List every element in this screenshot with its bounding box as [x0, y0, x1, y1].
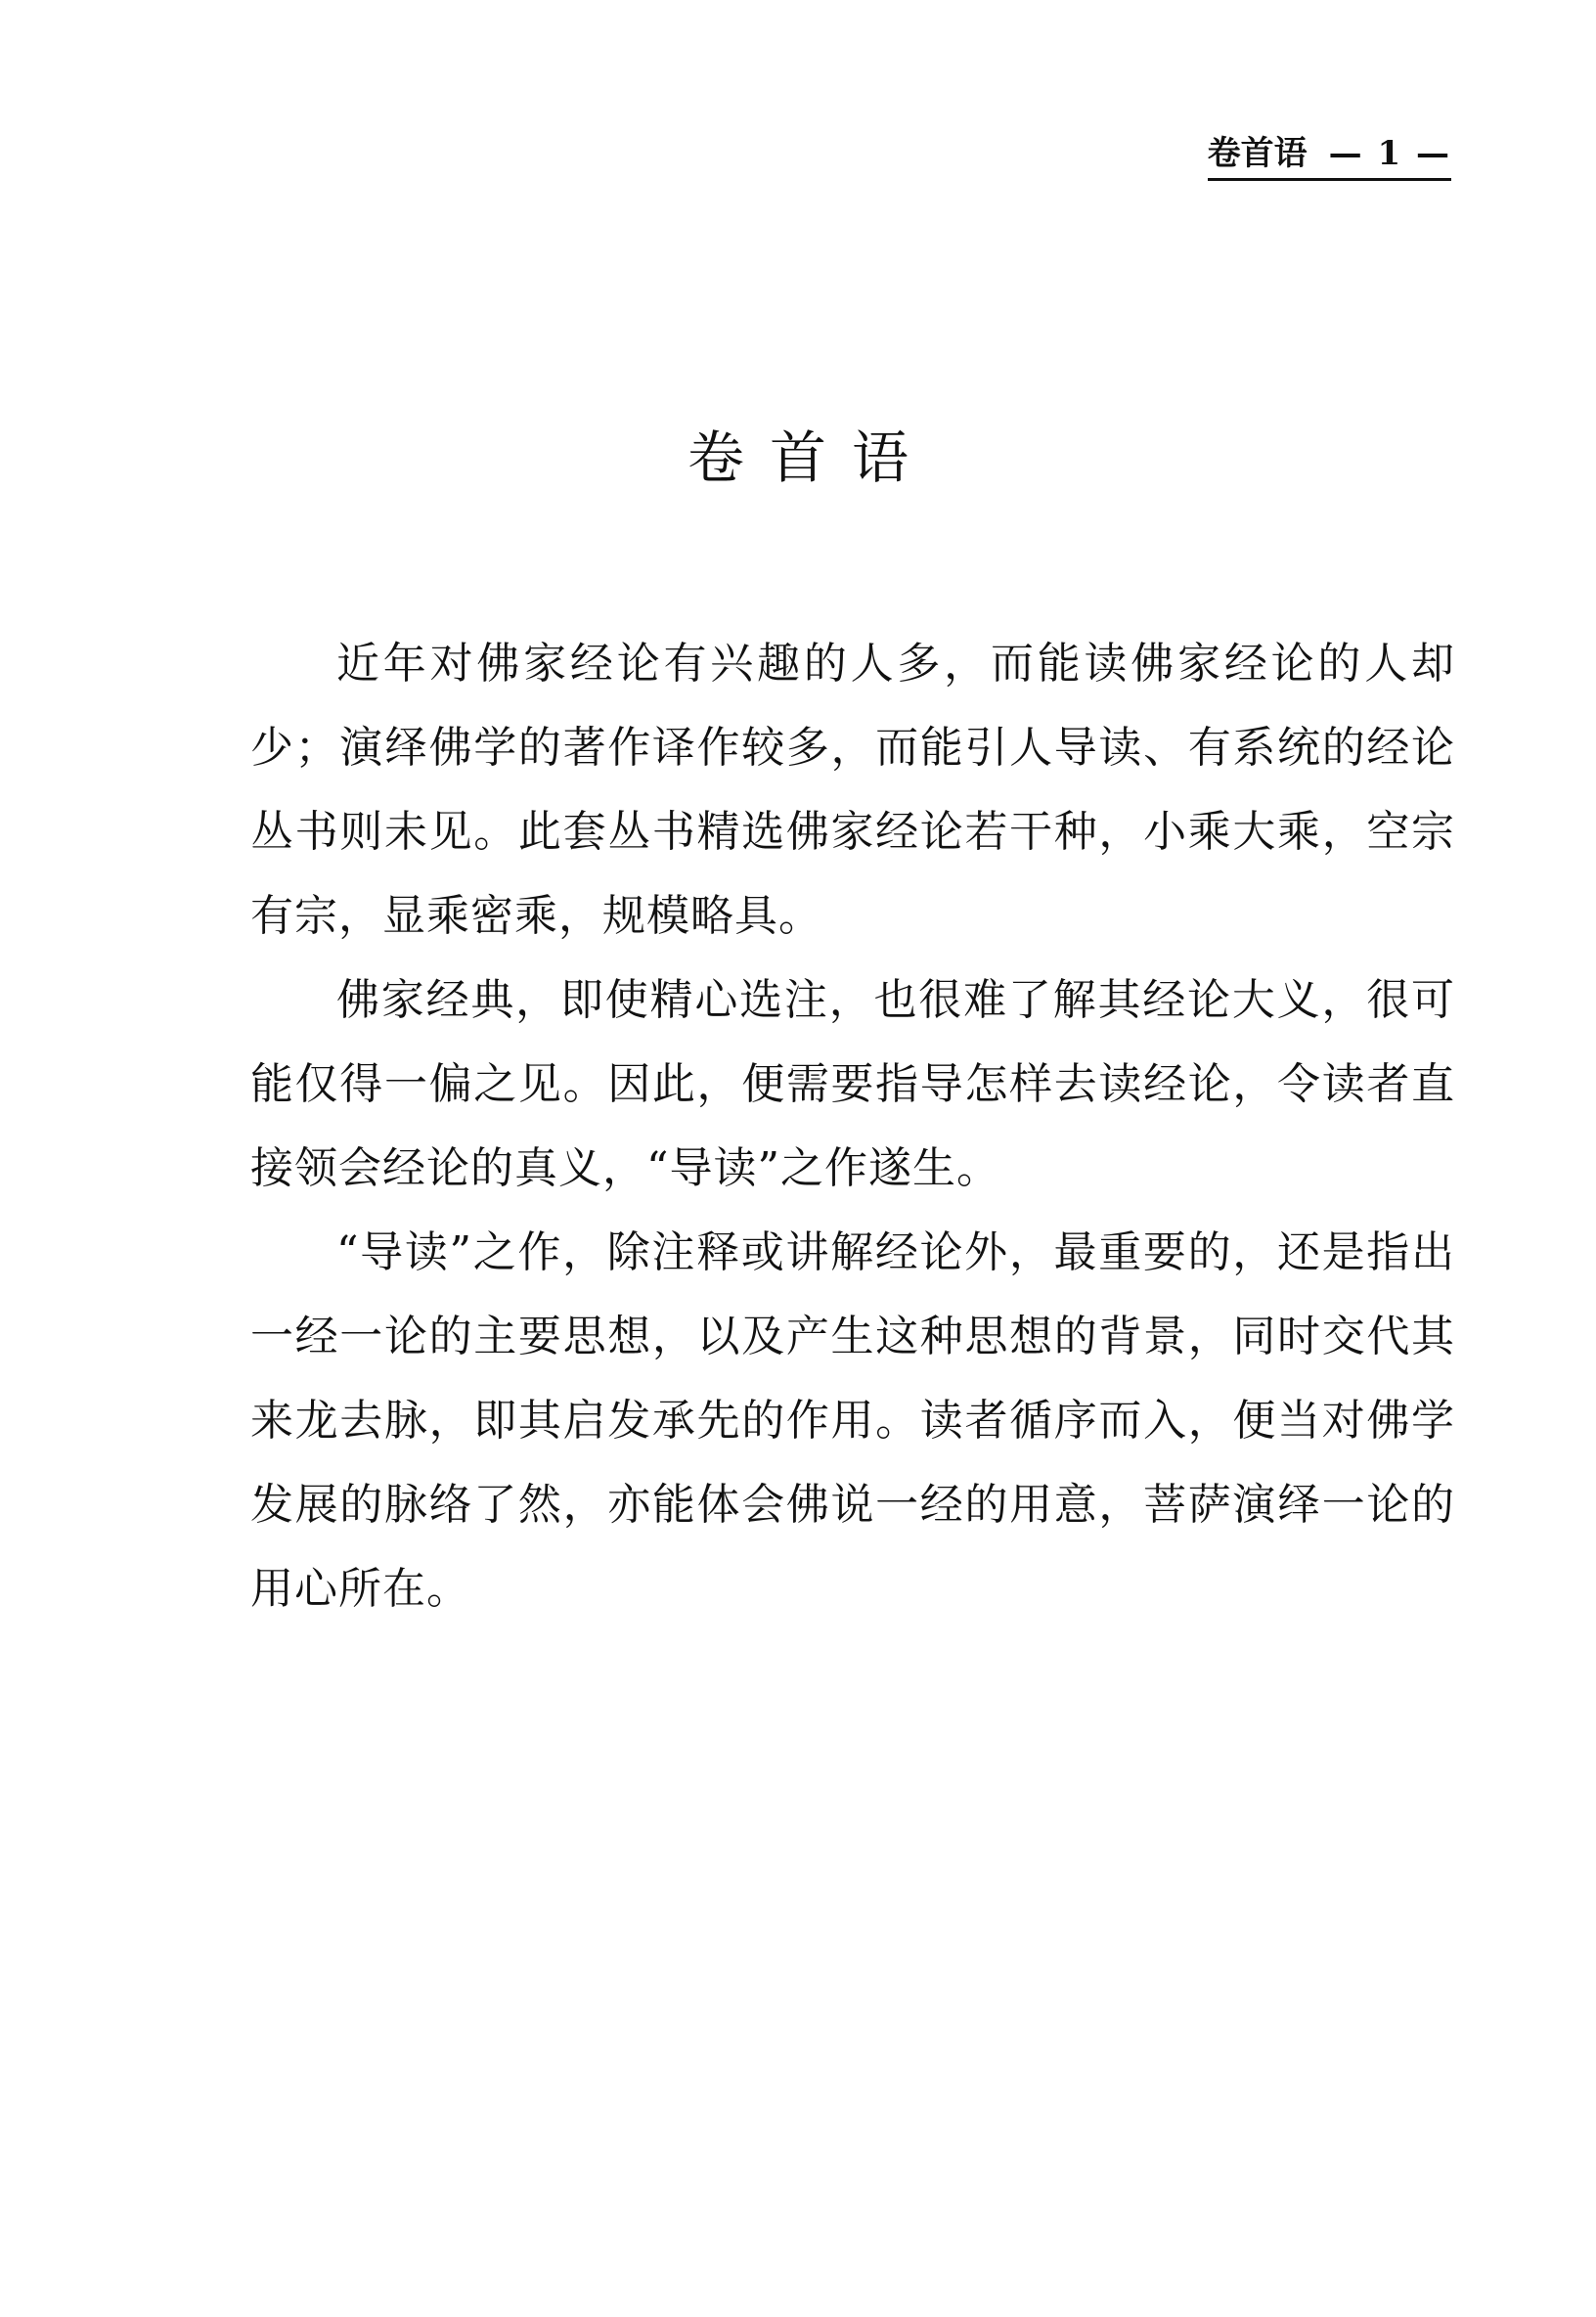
page-number: — 1 — [1328, 134, 1451, 173]
running-header-title: 卷首语 [1207, 134, 1308, 173]
running-header [1207, 134, 1451, 181]
body-text [250, 622, 1455, 1631]
chapter-title: 卷首语 [687, 423, 934, 491]
paragraph: 佛家经典，即使精心选注，也很难了解其经论大义，很可能仅得一偏之见。因此，便需要指导怎样去读经论，令读者直接领会经论的真义，“导读”之作遂生。 [250, 975, 1455, 1193]
paragraph: 近年对佛家经论有兴趣的人多，而能读佛家经论的人却少；演绎佛学的著作译作较多，而能引人导读、有系统的经论丛书则未见。此套丛书精选佛家经论若干种，小乘大乘，空宗有宗，显乘密乘，规模略具。 [250, 639, 1455, 941]
paragraph: “导读”之作，除注释或讲解经论外，最重要的，还是指出一经一论的主要思想，以及产生这种思想的背景，同时交代其来龙去脉，即其启发承先的作用。读者循序而入，便当对佛学发展的脉络了然，亦能体会佛说一经的用意，菩萨演绎一论的用心所在。 [250, 1227, 1455, 1614]
